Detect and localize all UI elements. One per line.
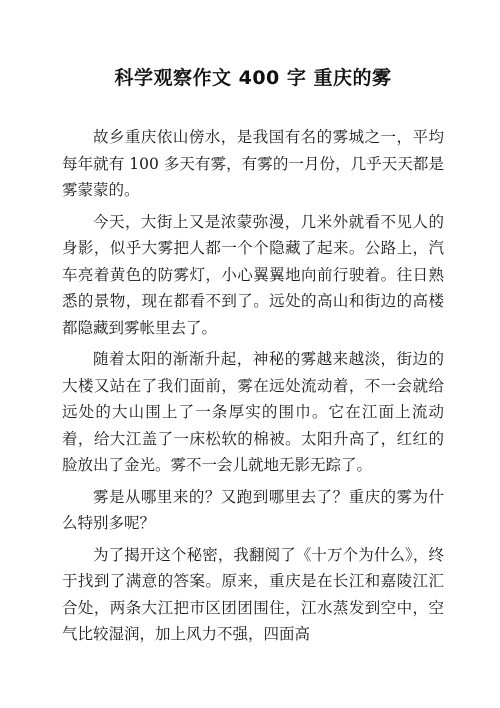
page-title: 科学观察作文 400 字 重庆的雾 <box>114 67 392 89</box>
paragraph-4: 雾是从哪里来的？又跑到哪里去了？重庆的雾为什么特别多呢？ <box>62 487 444 532</box>
paragraph-1: 故乡重庆依山傍水，是我国有名的雾城之一，平均每年就有 100 多天有雾，有雾的一月份，几乎天天都是雾蒙蒙的。 <box>62 128 444 199</box>
paragraph-3: 随着太阳的渐渐升起，神秘的雾越来越淡，街边的大楼又站在了我们面前，雾在远处流动着，不一会就给远处的大山围上了一条厚实的围巾。它在江面上流动着，给大江盖了一床松软的棉被。太阳升高了，红红的脸放出了金光。雾不一会儿就地无影无踪了。 <box>62 350 444 474</box>
paragraph-2: 今天，大街上又是浓蒙弥漫，几米外就看不见人的身影，似乎大雾把人都一个个隐藏了起来。公路上，汽车亮着黄色的防雾灯，小心翼翼地向前行驶着。往日熟悉的景物，现在都看不到了。远处的高山和街边的高楼都隐藏到雾帐里去了。 <box>62 212 444 337</box>
article-body <box>62 124 444 648</box>
paragraph-5: 为了揭开这个秘密，我翻阅了《十万个为什么》，终于找到了满意的答案。原来，重庆是在长江和嘉陵江汇合处，两条大江把市区团团围住，江水蒸发到空中，空气比较湿润，加上风力不强，四面高 <box>62 545 444 643</box>
